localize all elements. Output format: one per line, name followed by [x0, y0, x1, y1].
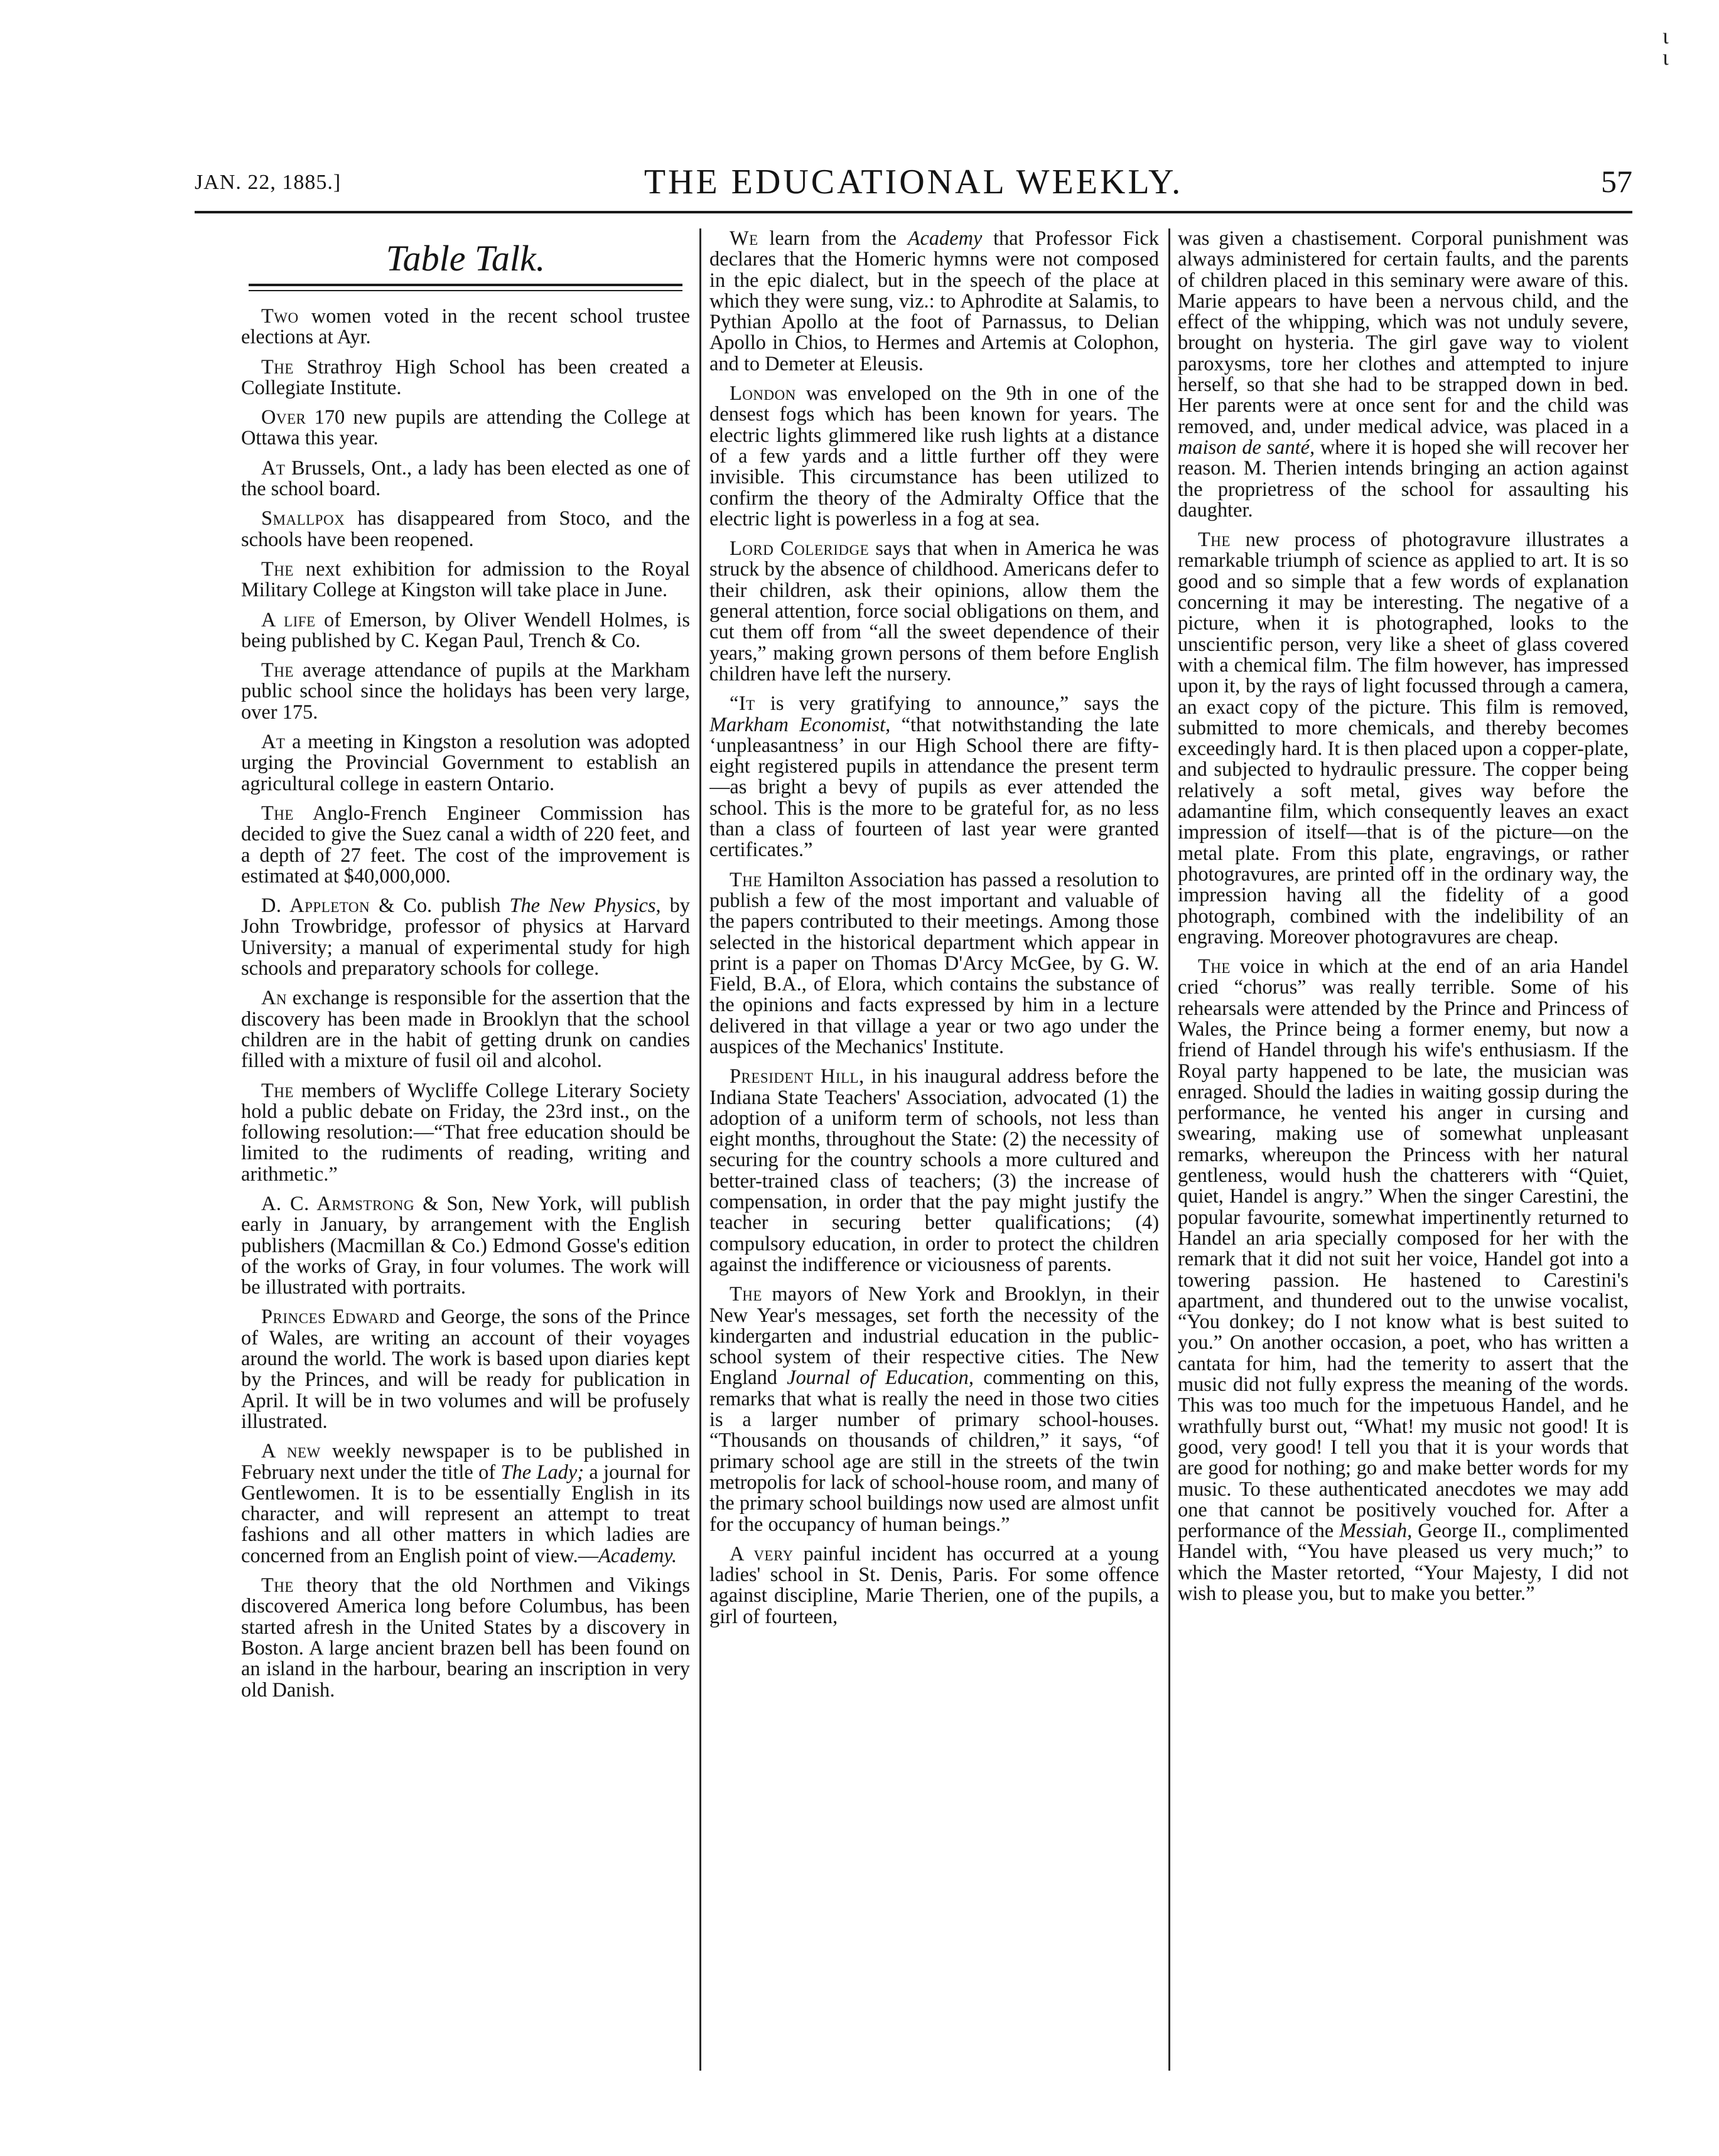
- running-head: [195, 162, 1632, 206]
- issue-date: JAN. 22, 1885.]: [195, 171, 342, 194]
- article-paragraph: [1178, 228, 1629, 521]
- lead-word: Princes Edward: [261, 1306, 400, 1329]
- lead-word: At: [261, 456, 286, 480]
- paragraph-text: and George, the sons of the Prince of Wales, are writing an account of their voyages around the world. The work is based upon diaries kept by the Princes, and will be ready for publication in April. It will be in two volumes and will be profusely illustrated.: [241, 1306, 690, 1433]
- paragraph-text: painful incident has occurred at a young ladies' school in St. Denis, Paris. For some offence against discipline, Marie Therien, one of the pupils, a girl of fourteen,: [709, 1542, 1159, 1628]
- column-3: [1178, 228, 1629, 2077]
- paragraph-text: Brussels, Ont., a lady has been elected as one of the school board.: [241, 456, 690, 501]
- paragraph-text: “that notwithstanding the late ‘unpleasantness’ in our High School there are fifty-eight registered pupils in attendance the present term—as bright a bevy of pupils as ever attended the school. This is the more to be grateful for, as no less than a class of fourteen of last year were granted certificates.”: [709, 713, 1159, 862]
- paragraph-text: weekly newspaper is to be published in February next under the title of: [241, 1440, 690, 1484]
- column-rule: [1168, 228, 1170, 2071]
- article-paragraph: [241, 896, 690, 979]
- column-2: [709, 228, 1159, 2077]
- title-rule: [249, 284, 682, 291]
- italic-title: The New Physics: [509, 894, 656, 918]
- article-paragraph: [241, 1307, 690, 1432]
- lead-word: The: [261, 1574, 294, 1597]
- article-paragraph: [241, 559, 690, 601]
- paragraph-text: 170 new pupils are attending the College at Ottawa this year.: [241, 406, 690, 450]
- paragraph-text: that Professor Fick declares that the Homeric hymns were not composed in the epic dialect, but in the speech of the place at which they were sung, viz.: to Aphrodite at Salamis, to Pythian Apollo at the foot of Parnassus, to Delian Apollo in Chios, to Hermes and Artemis at Colophon, and to Demeter at Eleusis.: [709, 228, 1159, 375]
- paragraph-text: of Emerson, by Oliver Wendell Holmes, is being published by C. Kegan Paul, Trench & Co.: [241, 608, 690, 652]
- italic-title: Messiah,: [1339, 1520, 1413, 1543]
- italic-title: Markham Economist,: [709, 713, 891, 736]
- italic-title: Academy.: [598, 1544, 677, 1567]
- article-paragraph: [709, 228, 1159, 375]
- section-title: Table Talk.: [385, 238, 546, 279]
- italic-title: The Lady;: [500, 1461, 585, 1484]
- paragraph-text: says that when in America he was struck by the absence of childhood. Americans defer to their children, ask their opinions, allow them the general attention, force social obligations on them, and cut them off from “all the sweet dependence of their years,” making grown persons of them before English children have left the nursery.: [709, 537, 1159, 685]
- article-paragraph: [241, 1194, 690, 1298]
- margin-mark: ι ι: [1662, 23, 1669, 70]
- paragraph-text: Hamilton Association has passed a resolution to publish a few of the most important and valuable of the papers contributed to their meetings. Among those selected in the historical department which appear in print is a paper on Thomas D'Arcy McGee, by G. W. Field, B.A., of Elora, which contains the substance of the opinions and facts expressed by him in a lecture delivered in that village a year or two ago under the auspices of the Mechanics' Institute.: [709, 868, 1159, 1058]
- article-paragraph: [709, 539, 1159, 685]
- lead-word: Two: [261, 305, 299, 328]
- lead-word: A new: [261, 1440, 321, 1463]
- lead-word: We: [730, 228, 758, 250]
- paragraph-text: new process of photogravure illustrates a remarkable triumph of science as applied to art. It is so good and so simple that a few words of explanation concerning it may be interesting. The negative of a picture, when it is photographed, looks to the unscientific person, very like a sheet of glass covered with a chemical film. The film however, has impressed upon it, by the rays of light focussed through a camera, an exact copy of the picture. This film is removed, submitted to more chemicals, and thereby becomes exceedingly hard. It is then placed upon a copper-plate, and subjected to hydraulic pressure. The copper being relatively a soft metal, gives way before the adamantine film, which consequently leaves an exact impression of itself—that is of the picture—on the metal plate. From this plate, engravings, or rather photogravures, are printed off in the ordinary way, the impression having all the fidelity of a good photograph, combined with the indelibility of an engraving. Moreover photogravures are cheap.: [1178, 528, 1629, 948]
- lead-word: The: [261, 1079, 294, 1102]
- article-paragraph: [241, 1441, 690, 1567]
- lead-word: D. Appleton: [261, 894, 370, 918]
- article-paragraph: [241, 458, 690, 500]
- paragraph-text: learn from the: [758, 228, 908, 250]
- italic-title: Academy: [907, 228, 983, 250]
- lead-word: London: [730, 382, 796, 405]
- paragraph-text: was given a chastisement. Corporal punishment was always administered for certain faults, and the parents of children placed in this seminary were aware of this. Marie appears to have been a nervous child, and the effect of the whipping, which was not unduly severe, brought on hysteria. The girl gave way to violent paroxysms, tore her clothes and attempted to injure herself, so that she had to be strapped down in bed. Her parents were at once sent for and the child was removed, and, under medical advice, was placed in a: [1178, 228, 1629, 438]
- paragraph-text: average attendance of pupils at the Markham public school since the holidays has been very large, over 175.: [241, 659, 690, 724]
- article-paragraph: [709, 1284, 1159, 1535]
- lead-word: An: [261, 987, 288, 1010]
- lead-word: A very: [730, 1542, 794, 1565]
- column-1: [241, 228, 690, 2077]
- article-paragraph: [709, 383, 1159, 530]
- lead-word: The: [730, 1283, 762, 1306]
- lead-word: Over: [261, 406, 306, 429]
- article-paragraph: [241, 803, 690, 887]
- paragraph-text: next exhibition for admission to the Royal Military College at Kingston will take place in June.: [241, 557, 690, 602]
- article-paragraph: [709, 870, 1159, 1058]
- lead-word: A. C. Armstrong: [261, 1192, 415, 1215]
- article-paragraph: [241, 306, 690, 348]
- paragraph-text: is very gratifying to announce,” says the: [755, 692, 1159, 716]
- paragraph-text: & Co. publish: [370, 894, 510, 918]
- lead-word: Smallpox: [261, 507, 345, 530]
- article-paragraph: [709, 694, 1159, 861]
- paragraph-text: George II., complimented Handel with, “You have pleased us very much;” to which the Master retorted, “Your Majesty, I did not wish to please you, but to make you better.”: [1178, 1520, 1629, 1605]
- paragraph-text: a meeting in Kingston a resolution was adopted urging the Provincial Government to establish an agricultural college in eastern Ontario.: [241, 731, 690, 795]
- lead-word: The: [261, 659, 294, 682]
- article-paragraph: [1178, 957, 1629, 1604]
- lead-word: The: [261, 557, 294, 581]
- article-paragraph: [241, 407, 690, 449]
- header-rule: [195, 211, 1632, 213]
- article-paragraph: [241, 988, 690, 1071]
- article-paragraph: [241, 1575, 690, 1701]
- article-paragraph: [1178, 530, 1629, 948]
- paragraph-text: theory that the old Northmen and Vikings discovered America long before Columbus, has been started afresh in the United States by a discovery in Boston. A large ancient brazen bell has been found on an island in the harbour, bearing an inscription in very old Danish.: [241, 1574, 690, 1702]
- article-paragraph: [241, 1081, 690, 1185]
- lead-word: Lord Coleridge: [730, 537, 870, 560]
- paragraph-text: a journal for Gentlewomen. It is to be essentially English in its character, and will represent an attempt to treat fashions and all other matters in which ladies are concerned from an English point of view.—: [241, 1461, 690, 1567]
- paragraph-text: where it is hoped she will recover her reason. M. Therien intends bringing an action against the proprietress of the school for assaulting his daughter.: [1178, 436, 1629, 522]
- paragraph-text: Strathroy High School has been created a Collegiate Institute.: [241, 355, 690, 399]
- article-paragraph: [241, 610, 690, 652]
- article-paragraph: [709, 1066, 1159, 1275]
- paragraph-text: exchange is responsible for the assertion that the discovery has been made in Brooklyn that the school children are in the habit of getting drunk on candies filled with a mixture of fusil oil and alcohol.: [241, 987, 690, 1073]
- paragraph-text: members of Wycliffe College Literary Society hold a public debate on Friday, the 23rd inst., on the following resolution:—“That free education should be limited to the rudiments of reading, writing and arithmetic.”: [241, 1079, 690, 1186]
- lead-word: President Hill,: [730, 1065, 865, 1088]
- column-rule: [699, 228, 701, 2071]
- paragraph-text: , by John Trowbridge, professor of physics at Harvard University; a manual of experimental study for high schools and preparatory schools for college.: [241, 894, 690, 980]
- article-paragraph: [241, 732, 690, 795]
- lead-word: The: [261, 802, 294, 825]
- paragraph-text: women voted in the recent school trustee elections at Ayr.: [241, 305, 690, 349]
- publication-title: THE EDUCATIONAL WEEKLY.: [644, 163, 1183, 201]
- article-paragraph: [241, 357, 690, 399]
- lead-word: At: [261, 731, 286, 754]
- lead-word: The: [730, 868, 762, 891]
- page-number: 57: [1601, 164, 1632, 199]
- article-paragraph: [241, 660, 690, 723]
- paragraph-text: was enveloped on the 9th in one of the densest fogs which has been known for years. The electric lights glimmered like rush lights at a distance of a few yards and a little further off they were invisible. This circumstance has been utilized to confirm the theory of the Admiralty Office that the electric light is powerless in a fog at sea.: [709, 382, 1159, 530]
- lead-word: “It: [730, 692, 755, 716]
- paragraph-text: commenting on this, remarks that what is really the need in those two cities is a larger number of primary school-houses. “Thousands on thousands of children,” it says, “of primary school age are still in the streets of the twin metropolis for lack of school-house room, and many of the primary school buildings now used are almost unfit for the occupancy of human beings.”: [709, 1366, 1159, 1536]
- italic-title: Journal of Education,: [787, 1366, 974, 1390]
- lead-word: The: [261, 355, 294, 378]
- article-paragraph: [241, 508, 690, 550]
- lead-word: The: [1198, 955, 1231, 979]
- paragraph-text: in his inaugural address before the Indiana State Teachers' Association, advocated (1) the adoption of a uniform term of schools, not less than eight months, throughout the State: (2) the necessity of securing for the country schools a more cultured and better-trained class of teachers; (3) the increase of compensation, in order that the pay might justify the teacher in securing better qualifications; (4) compulsory education, in order to protect the children against the indifference or viciousness of parents.: [709, 1065, 1159, 1276]
- lead-word: The: [1198, 528, 1231, 552]
- paragraph-text: & Son, New York, will publish early in January, by arrangement with the English publishers (Macmillan & Co.) Edmond Gosse's edition of the works of Gray, in four volumes. The work will be illustrated with portraits.: [241, 1192, 690, 1299]
- italic-title: maison de santé,: [1178, 436, 1315, 459]
- paragraph-text: has disappeared from Stoco, and the schools have been reopened.: [241, 507, 690, 551]
- lead-word: A life: [261, 608, 316, 631]
- paragraph-text: voice in which at the end of an aria Handel cried “chorus” was really terrible. Some of his rehearsals were attended by the Prince and Princess of Wales, the Prince being a former enemy, but now a friend of Handel through his wife's enthusiasm. If the Royal party happened to be late, the musician was enraged. Should the ladies in waiting gossip during the performance, he vented his anger in cursing and swearing, making use of somewhat unpleasant remarks, whereupon the Princess with her natural gentleness, would hush the chatterers with “Quiet, quiet, Handel is angry.” When the singer Carestini, the popular favourite, somewhat impertinently returned to Handel an aria specially composed for her with the remark that it did not suit her voice, Handel got into a towering passion. He hastened to Carestini's apartment, and thundered out to the unwise vocalist, “You donkey; do I not know what is best suited to you.” On another occasion, a poet, who has written a cantata for him, had the temerity to assert that the music did not fully express the meaning of the words. This was too much for the impetuous Handel, and he wrathfully burst out, “What! my music not good! It is good, very good! I tell you that it is your words that are good for nothing; go and make better words for my music. To these authenticated anecdotes we may add one that cannot be positively vouched for. After a performance of the: [1178, 955, 1629, 1543]
- paragraph-text: Anglo-French Engineer Commission has decided to give the Suez canal a width of 220 feet, and a depth of 27 feet. The cost of the improvement is estimated at $40,000,000.: [241, 802, 690, 888]
- article-paragraph: [709, 1544, 1159, 1628]
- paragraph-text: mayors of New York and Brooklyn, in their New Year's messages, set forth the necessity of the kindergarten and industrial education in the public-school system of their respective cities. The New England: [709, 1283, 1159, 1390]
